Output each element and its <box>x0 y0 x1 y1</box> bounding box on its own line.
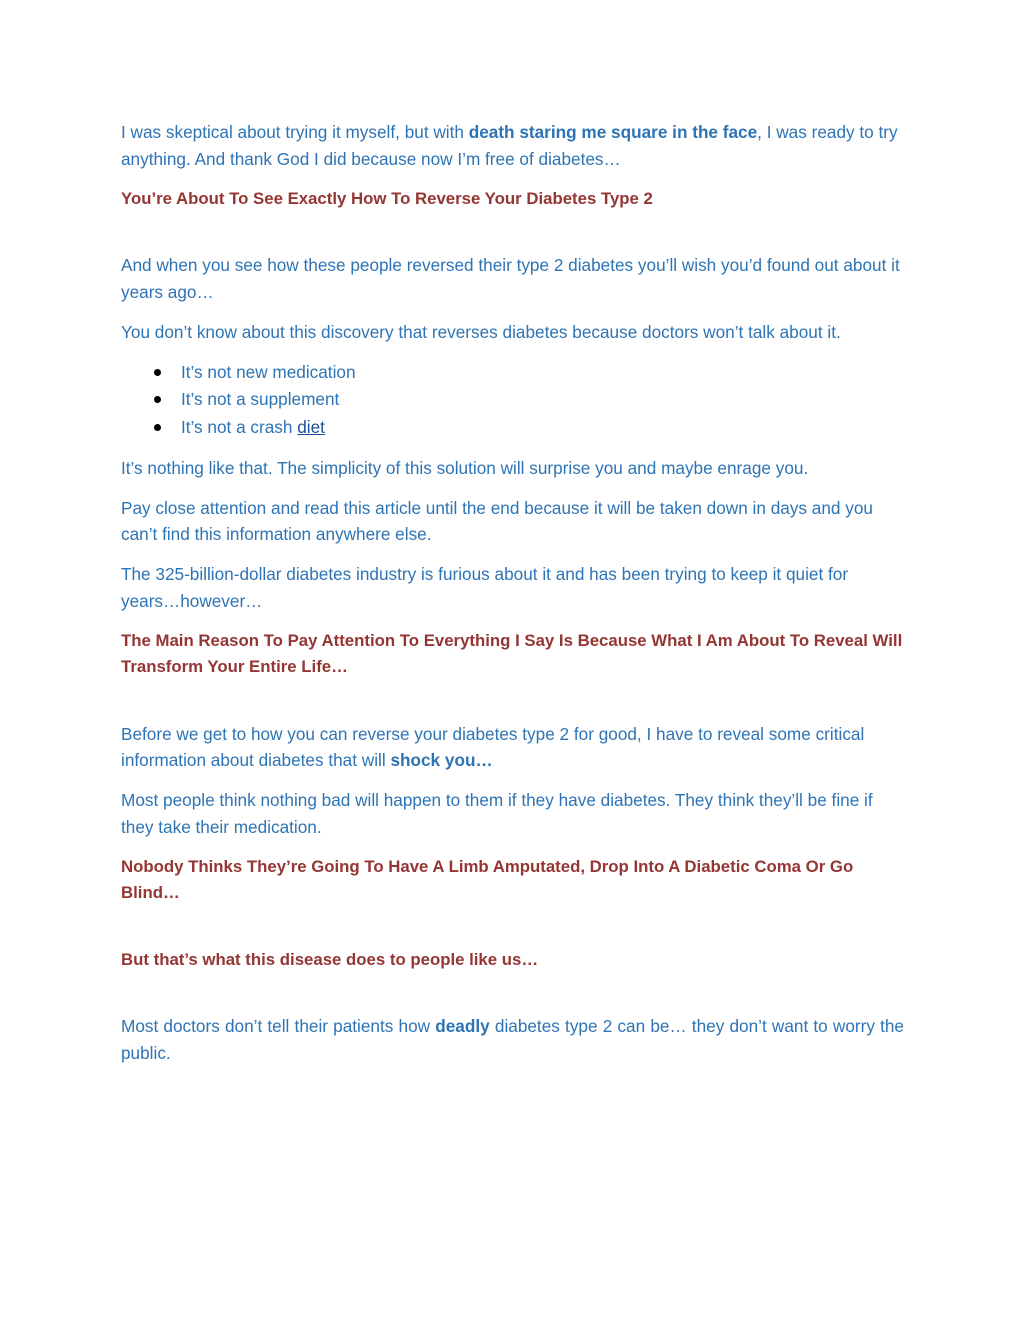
bullet-list <box>121 359 904 442</box>
emphasis-text: shock you… <box>390 750 493 770</box>
bullet-icon <box>154 396 161 403</box>
emphasis-text: deadly <box>435 1016 490 1036</box>
emphasis-text: death staring me square in the face <box>468 122 758 142</box>
paragraph-text: I was skeptical about trying it myself, but with <box>121 122 469 142</box>
diet-link[interactable]: diet <box>297 416 325 437</box>
paragraph-text: Most doctors don’t tell their patients how <box>121 1016 436 1036</box>
bullet-text: It’s not a crash <box>181 416 298 437</box>
bullet-text: It’s not new medication <box>181 361 356 382</box>
paragraph-industry: The 325-billion-dollar diabetes industry is furious about it and has been trying to keep it quiet for years…however… <box>121 564 849 611</box>
paragraph-text: diabetes type 2 can be… they don’t want to worry the public. <box>121 1016 904 1063</box>
heading-main-reason: The Main Reason To Pay Attention To Everything I Say Is Because What I Am About To Reveal Will Transform Your Entire Life… <box>121 630 903 676</box>
paragraph-text: Before we get to how you can reverse your diabetes type 2 for good, I have to reveal some critical information about diabetes that will <box>121 723 865 770</box>
bullet-item <box>121 414 904 442</box>
bullet-icon <box>154 424 161 431</box>
bullet-item <box>121 359 904 387</box>
paragraph-years-ago: And when you see how these people reversed their type 2 diabetes you’ll wish you’d found out about it years ago… <box>121 255 900 302</box>
bullet-icon <box>154 369 161 376</box>
paragraph-nothing-like-that: It’s nothing like that. The simplicity of this solution will surprise you and maybe enrage you. <box>121 457 809 478</box>
document-page <box>121 119 904 1080</box>
paragraph-skeptical <box>121 119 904 172</box>
paragraph-medication: Most people think nothing bad will happen to them if they have diabetes. They think they’ll be fine if they take their medication. <box>121 790 873 837</box>
paragraph-text: , I was ready to try anything. And thank God I did because now I’m free of diabetes… <box>121 122 898 169</box>
bullet-text: It’s not a supplement <box>181 389 340 409</box>
paragraph-deadly <box>121 1013 904 1066</box>
paragraph-critical-information <box>121 721 904 774</box>
paragraph-discovery: You don’t know about this discovery that reverses diabetes because doctors won’t talk about it. <box>121 321 841 342</box>
bullet-item <box>121 386 904 414</box>
heading-disease: But that’s what this disease does to people like us… <box>121 949 539 969</box>
heading-reverse-diabetes: You’re About To See Exactly How To Reverse Your Diabetes Type 2 <box>121 188 653 208</box>
heading-amputation: Nobody Thinks They’re Going To Have A Limb Amputated, Drop Into A Diabetic Coma Or Go Blind… <box>121 856 854 902</box>
paragraph-pay-attention: Pay close attention and read this article until the end because it will be taken down in days and you can’t find this information anywhere else. <box>121 497 873 544</box>
